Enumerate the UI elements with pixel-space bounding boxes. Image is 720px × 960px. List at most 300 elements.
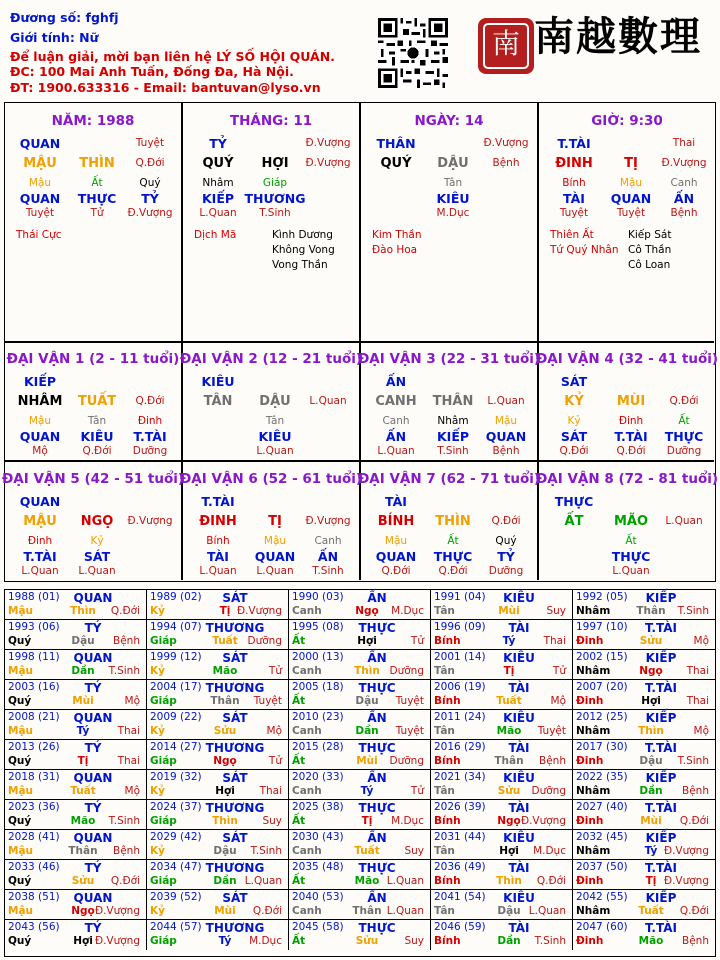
hidden-status: M.Dục xyxy=(436,207,470,219)
year-can: Nhâm xyxy=(576,605,611,617)
year-cell[interactable] xyxy=(5,650,147,680)
year-god: TỶ xyxy=(84,921,102,935)
hidden-stem: Quý xyxy=(139,177,161,189)
dai-van-hidden-stem: Ất xyxy=(625,535,637,547)
dai-van-can: KỶ xyxy=(564,394,584,409)
dai-van-title: ĐẠI VẬN 2 (12 - 21 tuổi) xyxy=(179,351,363,367)
dai-van-can: BÍNH xyxy=(377,514,415,529)
year-status: Q.Đới xyxy=(252,905,282,917)
year-chi: Dậu xyxy=(213,845,237,857)
year-chi: Tý xyxy=(76,725,90,737)
year-can: Ất xyxy=(292,935,306,947)
dai-van-chi: TUẤT xyxy=(77,394,117,409)
year-status: Dưỡng xyxy=(531,785,566,797)
year-cell[interactable] xyxy=(573,770,715,800)
year-cell[interactable] xyxy=(573,710,715,740)
year-cell[interactable] xyxy=(431,680,573,710)
dai-van-hidden-status: Dưỡng xyxy=(488,565,524,577)
year-chi: Mùi xyxy=(640,815,662,827)
year-label: 2040 (53) xyxy=(292,891,344,903)
dai-van-hidden-stem: Kỷ xyxy=(90,535,104,547)
year-god: ẤN xyxy=(367,891,387,905)
year-status: M.Dục xyxy=(533,845,566,857)
seal-text: 南 xyxy=(491,27,520,60)
year-chi: Dần xyxy=(497,935,521,947)
year-label: 2044 (57) xyxy=(150,921,202,933)
year-status: Tuyệt xyxy=(395,695,424,707)
hidden-status: Tử xyxy=(90,207,104,219)
year-cell[interactable] xyxy=(431,710,573,740)
year-god: KIẾP xyxy=(645,591,677,605)
year-status: Tử xyxy=(410,785,424,797)
year-chi: Dần xyxy=(355,725,379,737)
dai-van-hidden-stem: Canh xyxy=(314,535,342,547)
year-cell[interactable] xyxy=(431,830,573,860)
year-cell[interactable] xyxy=(431,740,573,770)
year-cell[interactable] xyxy=(431,590,573,620)
year-cell[interactable] xyxy=(431,620,573,650)
year-god: KIẾP xyxy=(645,891,677,905)
year-label: 1990 (03) xyxy=(292,591,344,603)
dai-van-status: Q.Đới xyxy=(669,395,699,407)
year-status: Mộ xyxy=(550,695,566,707)
year-cell[interactable] xyxy=(5,920,147,950)
year-cell[interactable] xyxy=(431,890,573,920)
year-chi: Tuất xyxy=(638,905,664,917)
year-can: Canh xyxy=(292,665,322,677)
red-seal-logo xyxy=(478,18,534,74)
year-status: Suy xyxy=(262,815,282,827)
dai-van-chi: NGỌ xyxy=(80,514,114,529)
year-god: T.TÀI xyxy=(645,741,677,755)
year-label: 2016 (29) xyxy=(434,741,486,753)
star-label-2: Cô Thần xyxy=(628,244,672,256)
year-label: 2022 (35) xyxy=(576,771,628,783)
dai-van-hidden-god: THỰC xyxy=(611,549,651,564)
year-god: QUAN xyxy=(73,591,113,605)
year-status: T.Sinh xyxy=(534,935,566,947)
year-cell[interactable] xyxy=(289,830,431,860)
year-cell[interactable] xyxy=(289,920,431,950)
year-god: QUAN xyxy=(73,891,113,905)
year-status: L.Quan xyxy=(244,875,282,887)
year-cell[interactable] xyxy=(5,620,147,650)
dai-van-hidden-god: T.TÀI xyxy=(23,549,57,564)
year-god: TỶ xyxy=(84,861,102,875)
year-can: Canh xyxy=(292,605,322,617)
year-cell[interactable] xyxy=(431,860,573,890)
year-god: TỶ xyxy=(84,621,102,635)
year-god: KIẾP xyxy=(645,771,677,785)
hidden-status: L.Quan xyxy=(199,207,237,219)
hidden-stem: Ất xyxy=(91,177,103,189)
year-cell[interactable] xyxy=(5,710,147,740)
year-can: Quý xyxy=(8,755,32,767)
year-can: Đinh xyxy=(576,755,604,767)
year-label: 2005 (18) xyxy=(292,681,344,693)
year-cell[interactable] xyxy=(573,650,715,680)
dai-van-hidden-status: L.Quan xyxy=(256,445,294,457)
year-chi: Tị xyxy=(77,755,89,767)
year-god: QUAN xyxy=(73,831,113,845)
star-label-2: Vong Thần xyxy=(272,259,328,271)
year-cell[interactable] xyxy=(573,920,715,950)
dai-van-hidden-status: Q.Đới xyxy=(559,445,589,457)
year-status: Đ.Vượng xyxy=(520,815,566,827)
hidden-god: TỶ xyxy=(141,191,159,206)
year-chi: Ngọ xyxy=(639,665,663,677)
year-label: 2043 (56) xyxy=(8,921,60,933)
year-status: Đ.Vượng xyxy=(94,905,140,917)
dai-van-hidden-god: QUAN xyxy=(19,429,61,444)
dai-van-status: Đ.Vượng xyxy=(305,515,351,527)
year-label: 2007 (20) xyxy=(576,681,628,693)
year-status: Dưỡng xyxy=(247,635,282,647)
year-cell[interactable] xyxy=(573,680,715,710)
year-chi: Thân xyxy=(352,905,382,917)
year-can: Canh xyxy=(292,725,322,737)
year-cell[interactable] xyxy=(5,830,147,860)
dai-van-god: THỰC xyxy=(554,494,594,509)
year-chi: Mùi xyxy=(498,605,520,617)
year-cell[interactable] xyxy=(147,830,289,860)
year-god: KIÊU xyxy=(503,831,535,845)
year-label: 1995 (08) xyxy=(292,621,344,633)
year-status: Thai xyxy=(117,755,140,767)
dai-van-hidden-stem: Canh xyxy=(382,415,410,427)
year-can: Bính xyxy=(434,755,461,767)
year-status: Thai xyxy=(686,665,709,677)
year-cell[interactable] xyxy=(573,830,715,860)
year-cell[interactable] xyxy=(147,920,289,950)
year-label: 1993 (06) xyxy=(8,621,60,633)
pillar-title: NĂM: 1988 xyxy=(51,113,135,129)
dai-van-god: QUAN xyxy=(19,494,61,509)
dai-van-title: ĐẠI VẬN 8 (72 - 81 tuổi) xyxy=(535,471,719,487)
year-can: Quý xyxy=(8,815,32,827)
year-can: Mậu xyxy=(8,665,34,677)
year-status: Dưỡng xyxy=(389,755,424,767)
dai-van-hidden-god: QUAN xyxy=(485,429,527,444)
year-cell[interactable] xyxy=(431,920,573,950)
pillar-god-status: Thai xyxy=(672,137,696,149)
year-cell[interactable] xyxy=(573,860,715,890)
year-can: Kỷ xyxy=(150,665,165,677)
year-can: Đinh xyxy=(576,935,604,947)
dai-van-hidden-god: KIÊU xyxy=(258,429,292,444)
year-cell[interactable] xyxy=(573,590,715,620)
dai-van-hidden-god: QUAN xyxy=(254,549,296,564)
year-can: Giáp xyxy=(150,695,177,707)
year-status: L.Quan xyxy=(386,905,424,917)
year-can: Ất xyxy=(292,695,306,707)
year-cell[interactable] xyxy=(289,620,431,650)
year-chi: Ngọ xyxy=(71,905,95,917)
pillar-status: Đ.Vượng xyxy=(305,157,351,169)
hidden-god: TÀI xyxy=(563,191,585,206)
year-cell[interactable] xyxy=(5,860,147,890)
star-label: Thái Cực xyxy=(16,229,62,241)
year-cell[interactable] xyxy=(289,680,431,710)
year-cell[interactable] xyxy=(147,590,289,620)
brand-calligraphy: 南越數理 xyxy=(534,13,702,60)
year-god: TÀI xyxy=(508,921,530,935)
year-status: Bệnh xyxy=(682,935,709,947)
dai-van-hidden-stem: Quý xyxy=(495,535,517,547)
year-cell[interactable] xyxy=(431,770,573,800)
dai-van-can: MẬU xyxy=(23,514,57,529)
year-chi: Dậu xyxy=(71,635,95,647)
year-label: 1996 (09) xyxy=(434,621,486,633)
year-label: 2021 (34) xyxy=(434,771,486,783)
dai-van-status: L.Quan xyxy=(487,395,525,407)
dai-van-hidden-stem: Đinh xyxy=(27,535,53,547)
star-label-2: Không Vong xyxy=(272,244,335,256)
dai-van-god: SÁT xyxy=(560,374,588,389)
year-god: THỰC xyxy=(358,741,396,755)
year-can: Tân xyxy=(434,785,455,797)
year-label: 1999 (12) xyxy=(150,651,202,663)
year-cell[interactable] xyxy=(289,650,431,680)
year-can: Mậu xyxy=(8,725,34,737)
year-can: Kỷ xyxy=(150,725,165,737)
year-label: 2018 (31) xyxy=(8,771,60,783)
dai-van-hidden-status: Q.Đới xyxy=(82,445,112,457)
dai-van-chi: THÂN xyxy=(432,394,474,409)
year-cell[interactable] xyxy=(573,890,715,920)
year-cell[interactable] xyxy=(289,890,431,920)
pillar-god: QUAN xyxy=(19,136,61,151)
year-cell[interactable] xyxy=(431,800,573,830)
year-chi: Thân xyxy=(68,845,98,857)
year-cell[interactable] xyxy=(5,770,147,800)
hidden-god: QUAN xyxy=(19,191,61,206)
pillar-god: T.TÀI xyxy=(557,136,591,151)
year-chi: Sửu xyxy=(355,935,379,947)
year-status: Q.Đới xyxy=(679,815,709,827)
year-god: ẤN xyxy=(367,591,387,605)
year-cell[interactable] xyxy=(5,680,147,710)
dai-van-can: CANH xyxy=(375,394,417,409)
year-cell[interactable] xyxy=(147,710,289,740)
year-status: Suy xyxy=(546,605,566,617)
dai-van-hidden-status: Dưỡng xyxy=(666,445,702,457)
year-chi: Thân xyxy=(494,755,524,767)
year-god: SÁT xyxy=(222,771,248,785)
dai-van-hidden-stem: Nhâm xyxy=(437,415,469,427)
year-label: 2009 (22) xyxy=(150,711,202,723)
year-label: 2035 (48) xyxy=(292,861,344,873)
year-chi: Hợi xyxy=(215,785,235,797)
year-cell[interactable] xyxy=(289,710,431,740)
year-cell[interactable] xyxy=(147,650,289,680)
year-god: T.TÀI xyxy=(645,681,677,695)
year-status: L.Quan xyxy=(386,875,424,887)
dai-van-hidden-stem: Đinh xyxy=(618,415,644,427)
year-chi: Dần xyxy=(71,665,95,677)
year-cell[interactable] xyxy=(147,770,289,800)
dai-van-hidden-god: ẤN xyxy=(385,429,407,444)
year-status: Mộ xyxy=(693,635,709,647)
year-label: 2026 (39) xyxy=(434,801,486,813)
year-can: Tân xyxy=(434,725,455,737)
dai-van-hidden-status: L.Quan xyxy=(78,565,116,577)
hidden-stem: Giáp xyxy=(262,177,288,189)
year-cell[interactable] xyxy=(5,590,147,620)
year-status: Đ.Vượng xyxy=(94,935,140,947)
dai-van-can: NHÂM xyxy=(17,394,63,409)
year-god: TỶ xyxy=(84,681,102,695)
dai-van-hidden-status: L.Quan xyxy=(199,565,237,577)
year-status: T.Sinh xyxy=(677,605,709,617)
dai-van-hidden-status: L.Quan xyxy=(377,445,415,457)
year-god: ẤN xyxy=(367,651,387,665)
year-can: Kỷ xyxy=(150,905,165,917)
year-label: 2027 (40) xyxy=(576,801,628,813)
year-chi: Tý xyxy=(644,845,658,857)
year-cell[interactable] xyxy=(147,680,289,710)
dai-van-hidden-stem: Ất xyxy=(678,415,690,427)
dai-van-status: Q.Đới xyxy=(491,515,521,527)
dai-van-hidden-god: T.TÀI xyxy=(614,429,648,444)
year-chi: Thìn xyxy=(212,815,238,827)
year-chi: Tý xyxy=(218,935,232,947)
year-god: ẤN xyxy=(367,771,387,785)
year-cell[interactable] xyxy=(289,860,431,890)
year-chi: Thân xyxy=(210,695,240,707)
dai-van-chi: TỊ xyxy=(268,514,282,529)
year-status: Mộ xyxy=(124,695,140,707)
year-god: THƯƠNG xyxy=(205,921,265,935)
year-can: Quý xyxy=(8,695,32,707)
year-can: Đinh xyxy=(576,695,604,707)
year-can: Mậu xyxy=(8,905,34,917)
year-can: Nhâm xyxy=(576,905,611,917)
year-status: Mộ xyxy=(124,785,140,797)
dai-van-status: Q.Đới xyxy=(135,395,165,407)
year-label: 2024 (37) xyxy=(150,801,202,813)
year-god: SÁT xyxy=(222,591,248,605)
dai-van-hidden-stem: Mậu xyxy=(28,415,52,427)
contact-intro: Để luận giải, mời bạn liên hệ LÝ SỐ HỘI QUÁN. xyxy=(10,49,335,64)
year-god: THỰC xyxy=(358,861,396,875)
year-can: Canh xyxy=(292,845,322,857)
year-label: 2002 (15) xyxy=(576,651,628,663)
year-label: 2034 (47) xyxy=(150,861,202,873)
year-label: 2038 (51) xyxy=(8,891,60,903)
year-god: THƯƠNG xyxy=(205,741,265,755)
year-status: Đ.Vượng xyxy=(663,845,709,857)
dai-van-title: ĐẠI VẬN 7 (62 - 71 tuổi) xyxy=(357,471,541,487)
year-cell[interactable] xyxy=(147,890,289,920)
dai-van-hidden-god: TÀI xyxy=(207,549,229,564)
year-can: Quý xyxy=(8,875,32,887)
pillar-can: QUÝ xyxy=(202,156,234,171)
year-chi: Tị xyxy=(361,815,373,827)
dai-van-hidden-stem: Kỷ xyxy=(567,415,581,427)
year-status: Q.Đới xyxy=(110,605,140,617)
dai-van-chi: THÌN xyxy=(435,514,471,529)
year-cell[interactable] xyxy=(147,860,289,890)
year-can: Mậu xyxy=(8,605,34,617)
year-cell[interactable] xyxy=(5,890,147,920)
year-chi: Thìn xyxy=(638,725,664,737)
year-label: 1997 (10) xyxy=(576,621,628,633)
year-chi: Hợi xyxy=(499,845,519,857)
pillar-god-status: Đ.Vượng xyxy=(305,137,351,149)
year-chi: Tị xyxy=(645,875,657,887)
year-chi: Mão xyxy=(638,935,664,947)
year-cell[interactable] xyxy=(289,770,431,800)
dai-van-hidden-stem: Ất xyxy=(447,535,459,547)
year-cell[interactable] xyxy=(573,800,715,830)
year-can: Quý xyxy=(8,635,32,647)
year-cell[interactable] xyxy=(573,740,715,770)
year-cell[interactable] xyxy=(147,620,289,650)
year-can: Đinh xyxy=(576,635,604,647)
year-cell[interactable] xyxy=(289,590,431,620)
dai-van-chi: MÃO xyxy=(613,514,649,529)
year-cell[interactable] xyxy=(573,620,715,650)
year-cell[interactable] xyxy=(147,740,289,770)
year-status: Đ.Vượng xyxy=(236,605,282,617)
year-label: 2045 (58) xyxy=(292,921,344,933)
year-can: Ất xyxy=(292,875,306,887)
year-cell[interactable] xyxy=(147,800,289,830)
year-chi: Dậu xyxy=(639,755,663,767)
year-status: M.Dục xyxy=(391,605,424,617)
pillar-title: NGÀY: 14 xyxy=(414,113,484,129)
dai-van-title: ĐẠI VẬN 6 (52 - 61 tuổi) xyxy=(179,471,363,487)
year-cell[interactable] xyxy=(431,650,573,680)
year-label: 2046 (59) xyxy=(434,921,486,933)
year-chi: Sửu xyxy=(71,875,95,887)
star-label: Thiên Ất xyxy=(550,229,594,241)
year-cell[interactable] xyxy=(5,740,147,770)
pillar-can: ĐINH xyxy=(555,156,593,171)
year-label: 2010 (23) xyxy=(292,711,344,723)
year-can: Nhâm xyxy=(576,725,611,737)
dai-van-god: TÀI xyxy=(385,494,407,509)
year-god: THỰC xyxy=(358,801,396,815)
pillar-god: THÂN xyxy=(376,136,416,151)
year-cell[interactable] xyxy=(289,800,431,830)
qr-code-icon[interactable] xyxy=(378,18,448,88)
dai-van-hidden-god: TỶ xyxy=(497,549,515,564)
year-label: 2041 (54) xyxy=(434,891,486,903)
year-can: Tân xyxy=(434,665,455,677)
year-chi: Mùi xyxy=(214,905,236,917)
hidden-stem: Mậu xyxy=(28,177,52,189)
year-god: TÀI xyxy=(508,621,530,635)
year-chi: Dần xyxy=(639,785,663,797)
year-god: TỶ xyxy=(84,801,102,815)
year-label: 2003 (16) xyxy=(8,681,60,693)
year-chi: Thìn xyxy=(496,875,522,887)
year-label: 1994 (07) xyxy=(150,621,202,633)
hidden-god: KIÊU xyxy=(436,191,470,206)
pillar-chi: TỊ xyxy=(624,156,638,171)
hidden-stem: Bính xyxy=(562,177,586,189)
year-god: KIÊU xyxy=(503,711,535,725)
year-chi: Tị xyxy=(219,605,231,617)
hidden-stem: Mậu xyxy=(619,177,643,189)
year-label: 2023 (36) xyxy=(8,801,60,813)
dai-van-hidden-god: KIÊU xyxy=(80,429,114,444)
year-cell[interactable] xyxy=(5,800,147,830)
year-label: 2025 (38) xyxy=(292,801,344,813)
year-cell[interactable] xyxy=(289,740,431,770)
